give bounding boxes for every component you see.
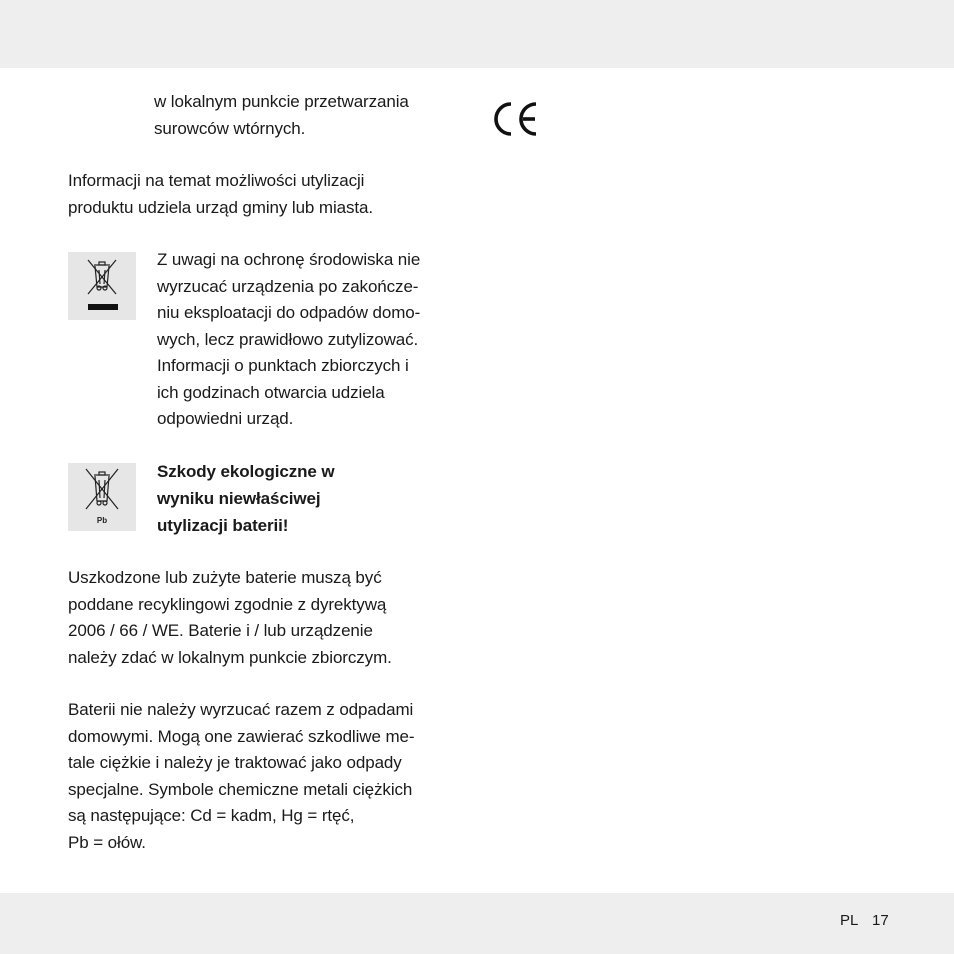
- text-line: niu eksploatacji do odpadów domo-: [157, 303, 421, 322]
- text-line: Z uwagi na ochronę środowiska nie: [157, 250, 421, 269]
- heavy-metals-text: [68, 697, 414, 856]
- text-line: surowców wtórnych.: [154, 118, 306, 138]
- text-line: Pb = ołów.: [68, 832, 146, 852]
- text-line: wyrzucać urządzenia po zakończe-: [157, 276, 419, 296]
- text-line: są następujące: Cd = kadm, Hg = rtęć,: [68, 806, 355, 825]
- ce-mark-icon: [490, 100, 540, 138]
- header-band: [0, 0, 954, 68]
- text-line: domowymi. Mogą one zawierać szkodliwe me-: [68, 726, 415, 746]
- battery-crossed-bin-icon: [68, 463, 136, 531]
- text-line: Baterii nie należy wyrzucać razem z odpadami: [68, 700, 414, 719]
- battery-recycling-text: [68, 565, 392, 671]
- footer-language: PL: [840, 912, 859, 929]
- text-line: Informacji o punktach zbiorczych i: [157, 356, 409, 375]
- text-line: należy zdać w lokalnym punkcie zbiorczym.: [68, 647, 392, 667]
- page-number: 17: [872, 912, 889, 929]
- text-line: odpowiedni urząd.: [157, 409, 294, 428]
- weee-crossed-bin-icon: [68, 252, 136, 320]
- battery-warning-heading: [157, 458, 335, 539]
- recycling-point-text: [154, 89, 409, 142]
- text-line: poddane recyklingowi zgodnie z dyrektywą: [68, 594, 387, 614]
- text-line: tale ciężkie i należy je traktować jako odpady: [68, 753, 402, 772]
- heading-line: wyniku niewłaściwej: [157, 489, 321, 508]
- battery-icon-box: [68, 463, 136, 531]
- text-line: ich godzinach otwarcia udziela: [157, 382, 385, 402]
- text-line: Uszkodzone lub zużyte baterie muszą być: [68, 568, 382, 587]
- environment-protection-text: [157, 247, 420, 433]
- battery-icon-label: Pb: [96, 516, 108, 525]
- heading-line: utylizacji baterii!: [157, 516, 289, 535]
- disposal-info-text: [68, 168, 373, 221]
- heading-line: Szkody ekologiczne w: [157, 462, 335, 481]
- text-line: w lokalnym punkcie przetwarzania: [154, 92, 409, 111]
- footer-band: [0, 893, 954, 954]
- text-line: specjalne. Symbole chemiczne metali ciężkich: [68, 779, 413, 799]
- text-line: wych, lecz prawidłowo zutylizować.: [157, 329, 419, 349]
- text-line: produktu udziela urząd gminy lub miasta.: [68, 197, 373, 217]
- text-line: Informacji na temat możliwości utylizacji: [68, 171, 365, 190]
- weee-icon-box: [68, 252, 136, 320]
- text-line: 2006 / 66 / WE. Baterie i / lub urządzenie: [68, 621, 373, 640]
